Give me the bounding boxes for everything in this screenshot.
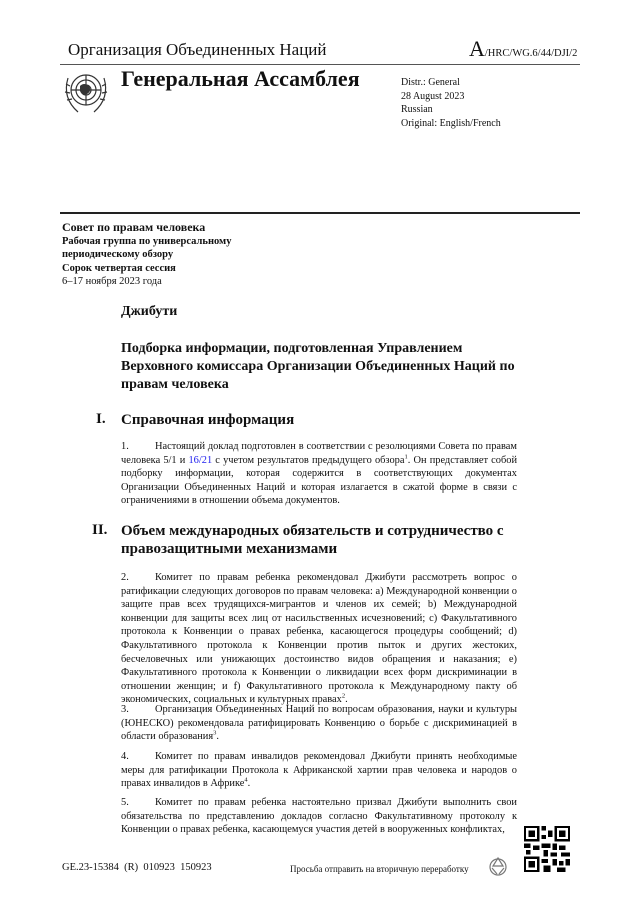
distr-line: Distr.: General <box>401 77 460 88</box>
paragraph-number: 1. <box>121 441 129 452</box>
working-group-line2: периодическому обзору <box>62 249 174 260</box>
section-2-number: II. <box>92 522 108 538</box>
paragraph-5 <box>121 796 517 837</box>
recycle-note: Просьба отправить на вторичную переработку <box>290 864 469 874</box>
paragraph-1 <box>121 440 517 508</box>
paragraph-text: с учетом результатов предыдущего обзора <box>212 454 405 466</box>
paragraph-3 <box>121 703 517 744</box>
paragraph-2 <box>121 571 517 707</box>
date-line: 28 August 2023 <box>401 90 465 102</box>
section-1-heading: Справочная информация <box>121 412 295 428</box>
paragraph-number: 5. <box>121 797 129 808</box>
original-line: Original: English/French <box>401 117 501 129</box>
general-assembly-title: Генеральная Ассамблея <box>121 66 360 91</box>
meeting-block <box>62 221 231 289</box>
session-name: Сорок четвертая сессия <box>62 262 176 274</box>
section-2-heading: Объем международных обязательств и сотрудничество с правозащитными механизмами <box>121 523 504 557</box>
symbol-rest: /HRC/WG.6/44/DJI/2 <box>484 48 578 59</box>
paragraph-end: . <box>216 731 219 743</box>
section-1-number: I. <box>96 411 106 427</box>
symbol-prefix: A <box>469 36 485 61</box>
paragraph-4 <box>121 750 517 791</box>
paragraph-number: 3. <box>121 704 129 715</box>
un-emblem-icon <box>60 68 112 118</box>
paragraph-text: Комитет по правам ребенка рекомендовал Джибути рассмотреть вопрос о ратификации следующих договоров по правам человека: a) Международной конвенции о защите прав всех трудящихся-мигрантов и членов их семей; b) Международной конвенции для защиты всех лиц от насильственных исчезновений; c) Факультативного протокола к Конвенции о правах ребенка, касающегося процедуры сообщений; d) Факультативного протокола к Конвенции против пыток и других жестоких, бесчеловечных или унижающих достоинство видов обращения и наказания; e) Факультативного протокола к Конвенции о ликвидации всех форм дискриминации в отношении женщин; и f) Факультативного протокола к Международному пакту об экономических, социальных и культурных правах <box>121 572 517 706</box>
resolution-link[interactable]: 16/21 <box>188 454 213 466</box>
paragraph-number: 2. <box>121 572 129 583</box>
header-divider <box>60 64 580 65</box>
qr-code-icon <box>524 826 570 872</box>
country-heading: Джибути <box>121 304 178 319</box>
council-name: Совет по правам человека <box>62 220 206 234</box>
paragraph-number: 4. <box>121 751 129 762</box>
recycle-icon <box>488 856 508 876</box>
session-dates: 6–17 ноября 2023 года <box>62 276 162 287</box>
paragraph-text: Комитет по правам ребенка настоятельно призвал Джибути выполнить свои обязательства по представлению докладов согласно Факультативному протоколу к Конвенции о правах ребенка, касающемуся участия детей в вооруженных конфликтах, <box>121 797 517 836</box>
thick-divider <box>60 212 580 214</box>
paragraph-end: . <box>247 778 251 790</box>
working-group-line1: Рабочая группа по универсальному <box>62 235 232 247</box>
distribution-block <box>401 76 501 130</box>
paragraph-text: . Он представляет собой подборку информации, которая содержится в соответствующих документах Организации Объединенных Наций и которая излагается в сжатой форме в связи с ограничениями в отношении объема документов. <box>121 454 518 507</box>
paragraph-text: Настоящий доклад подготовлен в соответствии с резолюциями Совета по правам человека 5/1 и <box>121 441 517 466</box>
footnote-ref[interactable]: 1 <box>404 453 408 461</box>
paragraph-end: . <box>345 694 348 706</box>
paragraph-text: Организация Объединенных Наций по вопросам образования, науки и культуры (ЮНЕСКО) рекомендовала ратифицировать Конвенцию о борьбе с дискриминацией в области образования <box>121 704 517 743</box>
paragraph-text: Комитет по правам инвалидов рекомендовал Джибути принять необходимые меры для ратификации Протокола к Африканской хартии прав человека и народов о правах инвалидов в Африке <box>121 751 517 790</box>
footnote-ref[interactable]: 2 <box>341 692 346 700</box>
document-title: Подборка информации, подготовленная Управлением Верховного комиссара Организации Объединенных Наций по правам человека <box>121 341 515 392</box>
job-number: GE.23-15384 (R) 010923 150923 <box>62 862 212 873</box>
language-line: Russian <box>401 104 433 115</box>
footnote-ref[interactable]: 3 <box>213 729 217 737</box>
document-symbol <box>469 36 577 62</box>
footnote-ref[interactable]: 4 <box>244 776 248 784</box>
organization-name: Организация Объединенных Наций <box>68 40 327 59</box>
